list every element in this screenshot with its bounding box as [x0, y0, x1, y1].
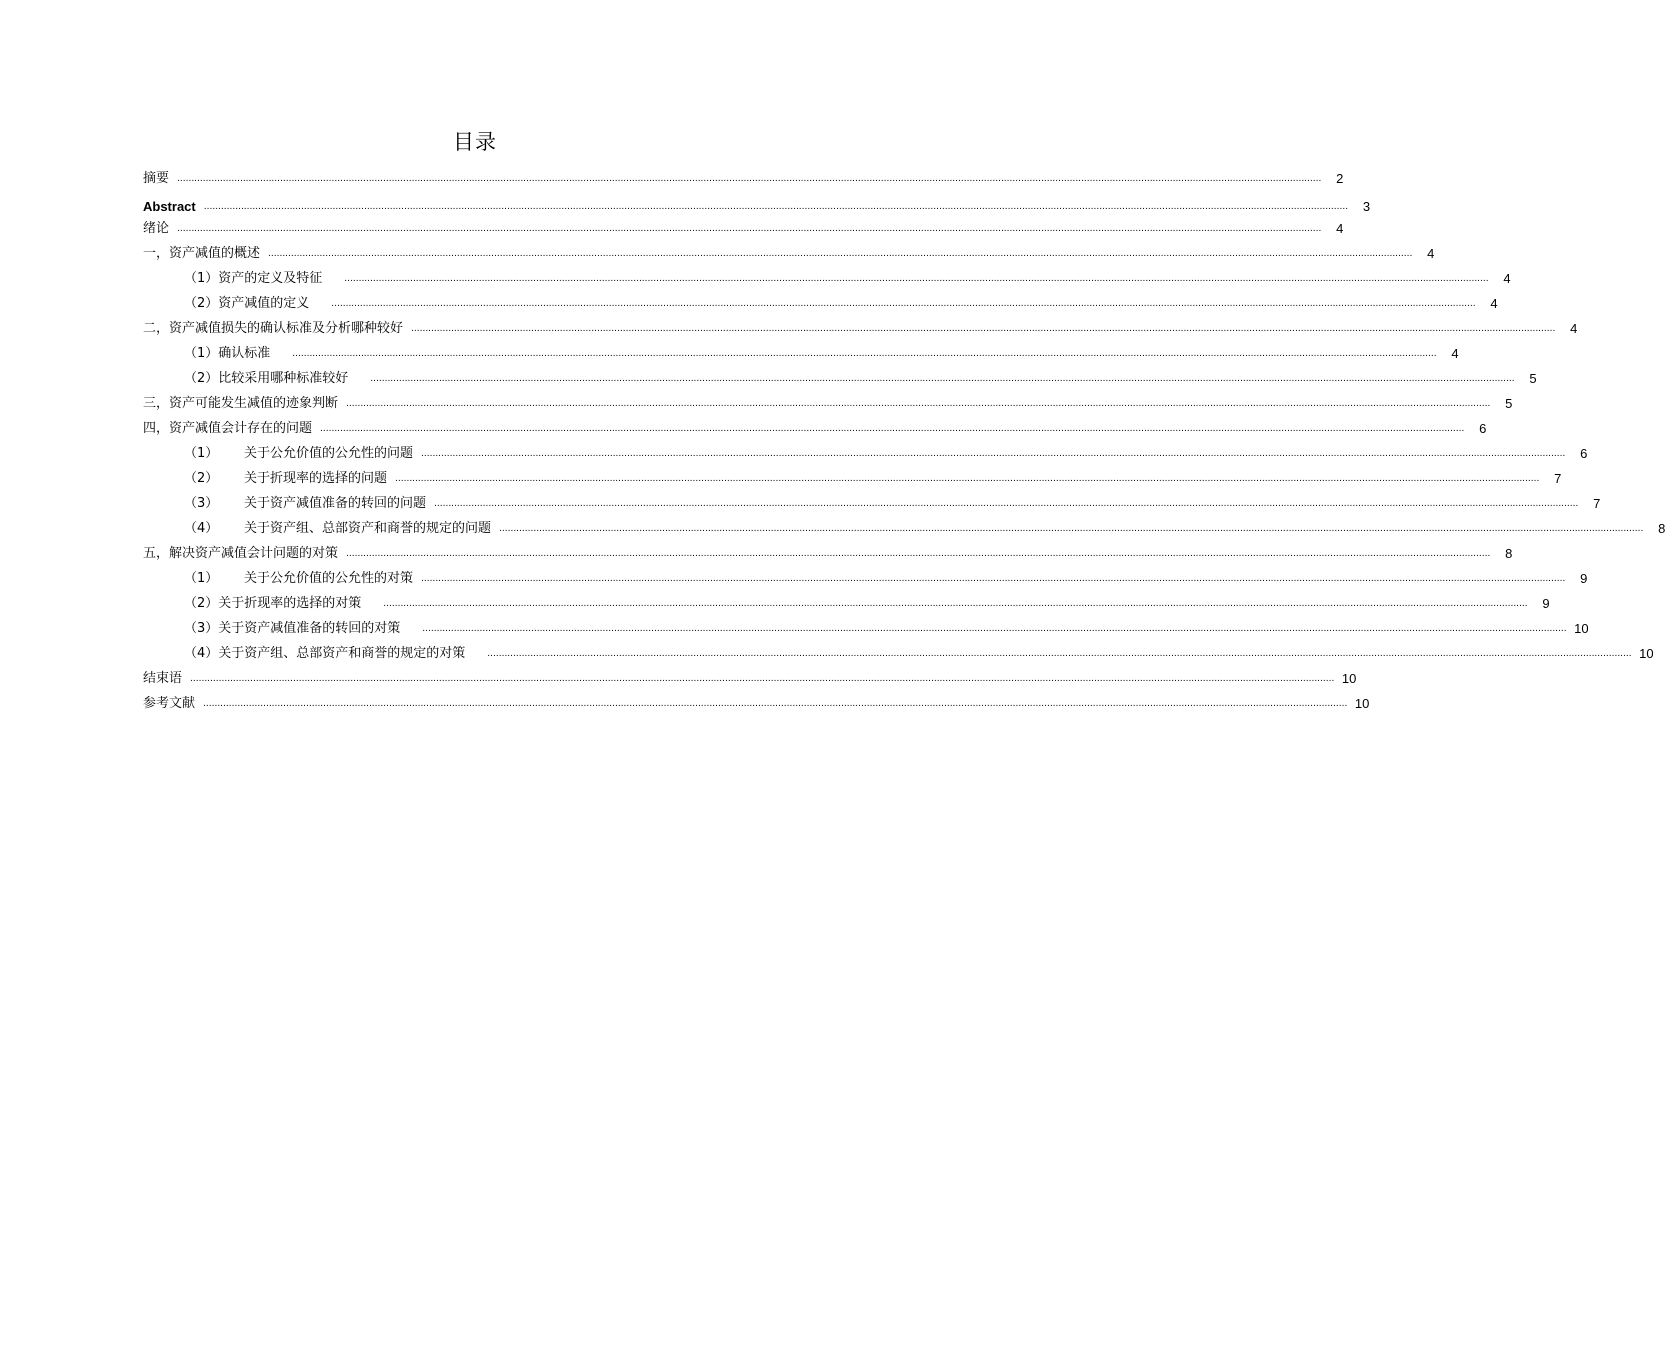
- toc-entry-label: [143, 395, 338, 413]
- toc-entry-text: 关于公允价值的公允性的问题: [244, 446, 414, 461]
- toc-entry-label: [143, 220, 169, 238]
- toc-entry-text: 关于资产组、总部资产和商誉的规定的问题: [244, 521, 492, 536]
- toc-dot-leader: ................................................................................................................................................................................................................................................................................................................................................................................................................: [395, 474, 1540, 484]
- toc-dot-leader: ................................................................................................................................................................................................................................................................................................................................................................................................................: [383, 599, 1528, 609]
- toc-entry[interactable]: [143, 416, 1487, 438]
- toc-entry[interactable]: [143, 666, 1357, 688]
- toc-entry-label: [184, 345, 270, 363]
- toc-entry-label: [143, 695, 195, 713]
- toc-dot-leader: ................................................................................................................................................................................................................................................................................................................................................................................................................: [320, 424, 1465, 434]
- toc-page-number: 6: [1580, 446, 1588, 461]
- toc-entry[interactable]: [143, 691, 1370, 713]
- toc-entry[interactable]: [184, 641, 1654, 663]
- toc-entry[interactable]: [184, 441, 1588, 463]
- toc-page-number: 9: [1580, 571, 1588, 586]
- toc-entry[interactable]: [184, 291, 1498, 313]
- toc-dot-leader: ................................................................................................................................................................................................................................................................................................................................................................................................................: [203, 202, 1349, 212]
- toc-page-number: 8: [1658, 521, 1665, 536]
- toc-entry[interactable]: [143, 216, 1344, 238]
- toc-entry-number: （1）: [184, 446, 219, 461]
- toc-entry-text: 关于资产减值准备的转回的问题: [244, 496, 427, 511]
- toc-page-number: 10: [1574, 621, 1589, 636]
- toc-entry-number: （4）: [184, 521, 219, 536]
- toc-entry[interactable]: [143, 541, 1513, 563]
- toc-page-number: 7: [1593, 496, 1601, 511]
- toc-dot-leader: ................................................................................................................................................................................................................................................................................................................................................................................................................: [370, 374, 1515, 384]
- toc-entry-label: [184, 445, 413, 463]
- toc-entry-number: （1）: [184, 571, 219, 586]
- toc-page-number: 5: [1505, 396, 1513, 411]
- toc-entry[interactable]: [143, 391, 1513, 413]
- toc-page-number: 10: [1341, 671, 1357, 686]
- toc-page-number: 8: [1505, 546, 1513, 561]
- toc-entry-text: （2）比较采用哪种标准较好: [184, 371, 349, 386]
- toc-entry-label: [184, 495, 426, 513]
- toc-entry-label: [184, 270, 322, 288]
- toc-page-number: 9: [1542, 596, 1550, 611]
- toc-entry-label: [184, 620, 400, 638]
- toc-entry-label: [143, 420, 312, 438]
- toc-entry-label: [143, 320, 403, 338]
- toc-entry-text: 三，资产可能发生减值的迹象判断: [143, 396, 339, 411]
- toc-page-number: 4: [1490, 296, 1498, 311]
- toc-entry-text: 二，资产减值损失的确认标准及分析哪种较好: [143, 321, 404, 336]
- toc-page-number: 4: [1503, 271, 1511, 286]
- toc-dot-leader: ................................................................................................................................................................................................................................................................................................................................................................................................................: [177, 224, 1322, 234]
- toc-entry-text: （2）资产减值的定义: [184, 296, 310, 311]
- toc-dot-leader: ................................................................................................................................................................................................................................................................................................................................................................................................................: [346, 399, 1491, 409]
- toc-dot-leader: ................................................................................................................................................................................................................................................................................................................................................................................................................: [344, 274, 1489, 284]
- toc-entry-text: （1）确认标准: [184, 346, 271, 361]
- toc-page-number: 2: [1336, 171, 1344, 186]
- toc-page-number: 4: [1451, 346, 1459, 361]
- toc-dot-leader: ................................................................................................................................................................................................................................................................................................................................................................................................................: [434, 499, 1579, 509]
- toc-entry[interactable]: [184, 266, 1511, 288]
- toc-page-number: 4: [1570, 321, 1578, 336]
- toc-entry[interactable]: [184, 516, 1665, 538]
- toc-entry-text: 摘要: [143, 171, 170, 186]
- toc-entry-text: 结束语: [143, 671, 183, 686]
- toc-dot-leader: ................................................................................................................................................................................................................................................................................................................................................................................................................: [487, 649, 1632, 659]
- toc-entry[interactable]: [184, 466, 1562, 488]
- toc-dot-leader: ................................................................................................................................................................................................................................................................................................................................................................................................................: [190, 674, 1335, 684]
- toc-entry-text: 关于折现率的选择的问题: [244, 471, 388, 486]
- toc-entry-text: 一，资产减值的概述: [143, 246, 261, 261]
- toc-page-number: 3: [1362, 199, 1371, 214]
- toc-dot-leader: ................................................................................................................................................................................................................................................................................................................................................................................................................: [411, 324, 1556, 334]
- toc-entry[interactable]: [143, 166, 1344, 188]
- toc-entry-label: [184, 470, 387, 488]
- toc-dot-leader: ................................................................................................................................................................................................................................................................................................................................................................................................................: [292, 349, 1437, 359]
- toc-entry-text: 五，解决资产减值会计问题的对策: [143, 546, 339, 561]
- toc-entry-label: [184, 295, 309, 313]
- toc-entry-label: [184, 370, 348, 388]
- toc-entry-label: [184, 645, 465, 663]
- toc-dot-leader: ................................................................................................................................................................................................................................................................................................................................................................................................................: [346, 549, 1491, 559]
- toc-entry[interactable]: [184, 566, 1588, 588]
- toc-entry[interactable]: [143, 194, 1371, 216]
- toc-entry-label: [184, 520, 491, 538]
- toc-dot-leader: ................................................................................................................................................................................................................................................................................................................................................................................................................: [421, 574, 1566, 584]
- toc-dot-leader: ................................................................................................................................................................................................................................................................................................................................................................................................................: [422, 624, 1567, 634]
- toc-entry-text: （1）资产的定义及特征: [184, 271, 323, 286]
- toc-entry-label: [143, 670, 182, 688]
- toc-dot-leader: ................................................................................................................................................................................................................................................................................................................................................................................................................: [421, 449, 1566, 459]
- toc-entry[interactable]: [184, 366, 1537, 388]
- toc-page-number: 10: [1639, 646, 1654, 661]
- toc-dot-leader: ................................................................................................................................................................................................................................................................................................................................................................................................................: [177, 174, 1322, 184]
- toc-dot-leader: ................................................................................................................................................................................................................................................................................................................................................................................................................: [499, 524, 1644, 534]
- toc-dot-leader: ................................................................................................................................................................................................................................................................................................................................................................................................................: [331, 299, 1476, 309]
- toc-page-number: 10: [1354, 696, 1370, 711]
- toc-page-number: 7: [1554, 471, 1562, 486]
- toc-entry-text: （2）关于折现率的选择的对策: [184, 596, 362, 611]
- toc-entry-text: 四，资产减值会计存在的问题: [143, 421, 313, 436]
- toc-dot-leader: ................................................................................................................................................................................................................................................................................................................................................................................................................: [268, 249, 1413, 259]
- toc-entry-text: 关于公允价值的公允性的对策: [244, 571, 414, 586]
- toc-entry-text: （3）关于资产减值准备的转回的对策: [184, 621, 401, 636]
- toc-entry[interactable]: [184, 341, 1459, 363]
- toc-entry-label: [143, 245, 260, 263]
- toc-dot-leader: ................................................................................................................................................................................................................................................................................................................................................................................................................: [203, 699, 1348, 709]
- toc-entry[interactable]: [143, 241, 1435, 263]
- toc-entry[interactable]: [184, 591, 1550, 613]
- toc-entry-label: [184, 595, 361, 613]
- toc-page-number: 5: [1529, 371, 1537, 386]
- toc-entry-label: [184, 570, 413, 588]
- toc-entry-number: （3）: [184, 496, 219, 511]
- toc-entry-text: Abstract: [143, 199, 196, 214]
- toc-entry[interactable]: [143, 316, 1578, 338]
- toc-entry-label: [143, 545, 338, 563]
- toc-entry[interactable]: [184, 491, 1601, 513]
- toc-entry-text: 绪论: [143, 221, 170, 236]
- toc-entry-text: （4）关于资产组、总部资产和商誉的规定的对策: [184, 646, 466, 661]
- toc-page-number: 6: [1479, 421, 1487, 436]
- toc-title: 目录: [453, 130, 497, 154]
- toc-page-number: 4: [1427, 246, 1435, 261]
- toc-entry[interactable]: [184, 616, 1589, 638]
- toc-page-number: 4: [1336, 221, 1344, 236]
- toc-entry-label: [143, 170, 169, 188]
- toc-entry-text: 参考文献: [143, 696, 196, 711]
- toc-entry-label: [143, 198, 196, 216]
- toc-entry-number: （2）: [184, 471, 219, 486]
